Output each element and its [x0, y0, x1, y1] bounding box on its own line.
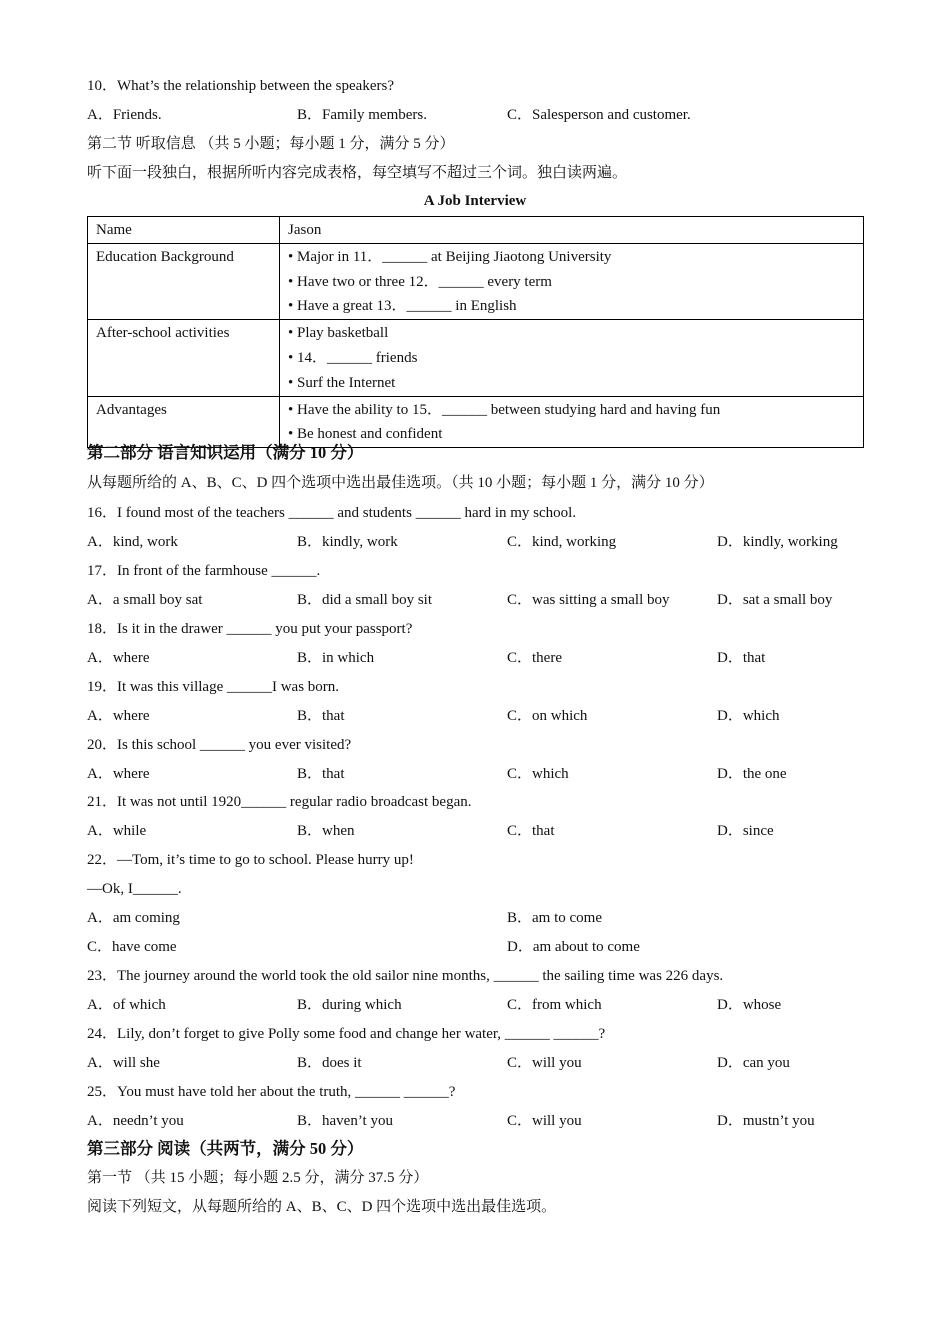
- q24-option-a: A．will she: [87, 1055, 160, 1071]
- q24-option-b: B．does it: [297, 1055, 362, 1071]
- q21-option-a: A．while: [87, 823, 147, 839]
- question-22-stem: 22．—Tom, it’s time to go to school. Please hurry up!: [87, 852, 414, 868]
- cell-line: • 14．______ friends: [288, 349, 418, 366]
- question-24-stem: 24．Lily, don’t forget to give Polly some food and change her water, ______ ______?: [87, 1026, 606, 1042]
- question-19-stem: 19．It was this village ______I was born.: [87, 679, 340, 695]
- q17-option-b: B．did a small boy sit: [297, 592, 433, 608]
- q19-option-c: C．on which: [507, 708, 588, 724]
- q19-option-d: D．which: [717, 708, 780, 724]
- cell-line: • Be honest and confident: [288, 426, 443, 443]
- row-value: [280, 217, 864, 244]
- q24-option-c: C．will you: [507, 1055, 582, 1071]
- q19-option-a: A．where: [87, 708, 150, 724]
- q16-option-b: B．kindly, work: [297, 534, 398, 550]
- q17-option-c: C．was sitting a small boy: [507, 592, 670, 608]
- q16-option-c: C．kind, working: [507, 534, 617, 550]
- cell-line: • Have the ability to 15．______ between studying hard and having fun: [288, 401, 721, 418]
- q25-option-a: A．needn’t you: [87, 1113, 184, 1129]
- job-interview-table: [87, 216, 864, 448]
- cell-line: • Surf the Internet: [288, 374, 396, 391]
- cell-line: Jason: [288, 222, 322, 238]
- question-10-stem: 10．What’s the relationship between the speakers?: [87, 78, 394, 94]
- q20-option-d: D．the one: [717, 766, 787, 782]
- row-label: Name: [88, 217, 280, 244]
- q20-option-b: B．that: [297, 766, 345, 782]
- q25-option-d: D．mustn’t you: [717, 1113, 815, 1129]
- table-row: [88, 320, 864, 396]
- table-row: [88, 217, 864, 244]
- table-title: A Job Interview: [423, 193, 527, 209]
- row-label: Advantages: [88, 396, 280, 448]
- question-18-stem: 18．Is it in the drawer ______ you put your passport?: [87, 621, 413, 637]
- q21-option-d: D．since: [717, 823, 774, 839]
- q23-option-b: B．during which: [297, 997, 402, 1013]
- q21-option-c: C．that: [507, 823, 555, 839]
- q22-option-b: B．am to come: [507, 910, 602, 926]
- cell-line: • Play basketball: [288, 325, 389, 342]
- q20-option-c: C．which: [507, 766, 569, 782]
- question-21-stem: 21．It was not until 1920______ regular radio broadcast began.: [87, 794, 472, 810]
- part2-heading: 第二部分 语言知识运用（满分 10 分）: [87, 443, 364, 462]
- cell-line: • Major in 11．______ at Beijing Jiaotong University: [288, 248, 612, 265]
- row-value: [280, 320, 864, 396]
- cell-line: • Have two or three 12．______ every term: [288, 273, 552, 290]
- part3-heading: 第三部分 阅读（共两节，满分 50 分）: [87, 1139, 364, 1158]
- q10-option-c: C．Salesperson and customer.: [507, 107, 691, 123]
- q17-option-d: D．sat a small boy: [717, 592, 833, 608]
- q22-option-c: C．have come: [87, 939, 177, 955]
- table-row: [88, 396, 864, 448]
- q20-option-a: A．where: [87, 766, 150, 782]
- q18-option-a: A．where: [87, 650, 150, 666]
- q10-option-b: B．Family members.: [297, 107, 427, 123]
- q16-option-a: A．kind, work: [87, 534, 178, 550]
- q24-option-d: D．can you: [717, 1055, 790, 1071]
- q18-option-d: D．that: [717, 650, 766, 666]
- cell-line: • Have a great 13．______ in English: [288, 298, 517, 315]
- q22-option-d: D．am about to come: [507, 939, 640, 955]
- q23-option-a: A．of which: [87, 997, 166, 1013]
- part3-subsection: 第一节 （共 15 小题；每小题 2.5 分，满分 37.5 分）: [87, 1170, 429, 1186]
- q10-option-a: A．Friends.: [87, 107, 162, 123]
- section2-instruction: 听下面一段独白，根据所听内容完成表格，每空填写不超过三个词。独白读两遍。: [87, 165, 628, 181]
- row-label: Education Background: [88, 243, 280, 319]
- q25-option-b: B．haven’t you: [297, 1113, 393, 1129]
- row-value: [280, 243, 864, 319]
- question-22-reply: —Ok, I______.: [87, 881, 182, 897]
- q18-option-b: B．in which: [297, 650, 375, 666]
- q23-option-d: D．whose: [717, 997, 782, 1013]
- table-row: [88, 243, 864, 319]
- question-16-stem: 16．I found most of the teachers ______ and students ______ hard in my school.: [87, 505, 577, 521]
- row-label: After-school activities: [88, 320, 280, 396]
- part3-instruction: 阅读下列短文，从每题所给的 A、B、C、D 四个选项中选出最佳选项。: [87, 1199, 557, 1215]
- q17-option-a: A．a small boy sat: [87, 592, 203, 608]
- question-23-stem: 23．The journey around the world took the old sailor nine months, ______ the sailing time was 226 days.: [87, 968, 724, 984]
- question-17-stem: 17．In front of the farmhouse ______.: [87, 563, 321, 579]
- q19-option-b: B．that: [297, 708, 345, 724]
- part2-instruction: 从每题所给的 A、B、C、D 四个选项中选出最佳选项。（共 10 小题；每小题 1 分，满分 10 分）: [87, 475, 714, 491]
- q21-option-b: B．when: [297, 823, 355, 839]
- q23-option-c: C．from which: [507, 997, 602, 1013]
- row-value: [280, 396, 864, 448]
- q16-option-d: D．kindly, working: [717, 534, 838, 550]
- section2-heading: 第二节 听取信息 （共 5 小题；每小题 1 分，满分 5 分）: [87, 136, 455, 152]
- q22-option-a: A．am coming: [87, 910, 180, 926]
- question-20-stem: 20．Is this school ______ you ever visited?: [87, 737, 352, 753]
- q18-option-c: C．there: [507, 650, 562, 666]
- question-25-stem: 25．You must have told her about the truth, ______ ______?: [87, 1084, 456, 1100]
- q25-option-c: C．will you: [507, 1113, 582, 1129]
